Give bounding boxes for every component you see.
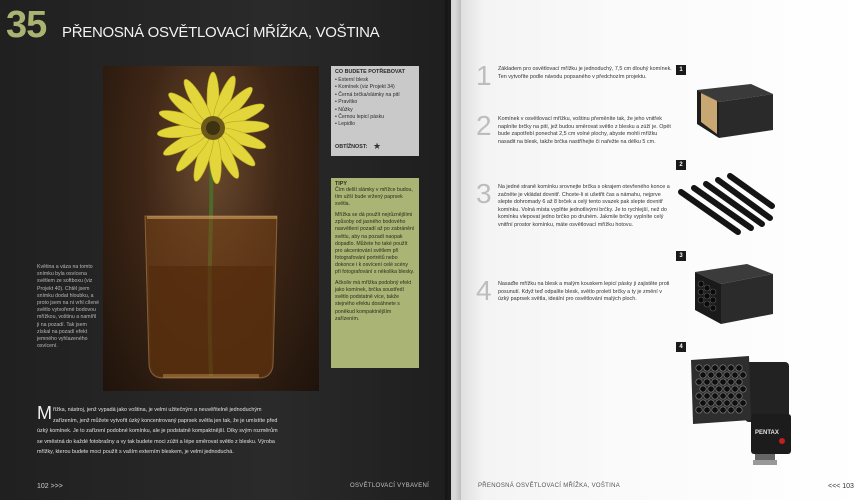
intro-paragraph	[37, 405, 280, 458]
intro-text: řížka, nástroj, jenž vypadá jako voština, je velmi užitečným a neuvěřitelně jednoduchým zařízením, jenž můžete vytvořit úzký koncentrovaný paprsek světla jen tak, že je umístíte před úzký komínek. Je to zařízení podobné komínku, ale je podstatně kompaktnější. Díky svým rozměrům se vměstná do každé fotobrašny a vy tak budete moci zúžit a lépe směrovat světlo z blesku. Výroba mřížky, kterou budete moci použít s vaším externím bleskem, je velmi jednoduchá.	[37, 407, 278, 456]
left-section-title: OSVĚTLOVACÍ VYBAVENÍ	[350, 483, 430, 489]
flash-brand-label: PENTAX	[755, 430, 779, 436]
requirements-box	[331, 66, 419, 156]
flower-photo	[103, 66, 319, 391]
difficulty-label: OBTÍŽNOST:	[335, 144, 368, 150]
right-section-title: PŘENOSNÁ OSVĚTLOVACÍ MŘÍŽKA, VOŠTINA	[478, 483, 621, 489]
image-label: 1	[676, 65, 686, 75]
project-number: 35	[6, 4, 47, 46]
left-page-number: 102 >>>	[37, 483, 63, 490]
requirements-list	[335, 77, 415, 129]
difficulty-star-icon: ★	[373, 141, 382, 151]
step-text: Nasaďte mřížku na blesk a malým kouskem lepicí pásky ji zajistěte proti posunutí. Když teď odpalíte blesk, světlo proletí brčky a ty je změní v úzký paprsek světla, ideální pro osvětlování malých ploch.	[498, 281, 670, 302]
drop-cap: M	[37, 403, 52, 423]
flower-vase-illustration	[103, 66, 319, 391]
step-text: Na jedné straně komínku srovnejte brčka s okrajem otevřeného konce a začněte je vkládat dovnitř. Chcete-li si ušetřit čas a námahu, nejprve slepte dohromady 6 až 8 brček a celý tento svazek pak slepte dovnitř komínku. Volná místa vyplňte jednotlivými brčky. Je to rychlejší, než do komínku vlepovat jedno brčko po druhém. Jakmile brčky vyplníte celý vnitřní prostor komínku, máte osvětlovací mřížku hotovu.	[498, 184, 670, 228]
image-label: 2	[676, 160, 686, 170]
list-item: • Černou lepicí pásku	[335, 114, 415, 121]
flash-with-grid-image	[687, 354, 797, 468]
right-page	[451, 0, 865, 500]
grid-assembly-image	[689, 262, 779, 328]
step-number: 3	[476, 178, 492, 209]
step-number: 2	[476, 110, 492, 141]
photo-caption: Květina a váza na tomto snímku byla osvícena světlem ze softboxu (viz Projekt 40). Chtěl jsem snímku dodat hloubku, a proto jsem na ni vrhl cílené světlo vytvořené bodovou mřížkou, voštinu a namířil ji na pozadí. Tak jsem získal na pozadí efekt jemného vyhlazeného osvícení.	[37, 264, 99, 350]
step-text: Komínek v osvětlovací mřížku, voštinu přeměníte tak, že jeho vnitřek naplníte brčky na pití, jež budou směrovat světlo z blesku a zúží je. Opět bude zapotřebí ponechat 2,5 cm volné plochy, abyste mohli mřížku nasadit na blesk, takže brčka nastříhejte či nařežte na délku 5 cm.	[498, 116, 671, 145]
straws-image	[676, 172, 776, 240]
image-label: 3	[676, 251, 686, 261]
list-item: • Lepidlo	[335, 121, 415, 128]
list-item: • Nůžky	[335, 107, 415, 114]
snoot-image	[689, 80, 779, 142]
list-item: • Pravítko	[335, 99, 415, 106]
right-page-number: <<< 103	[828, 483, 854, 490]
step-text: Základem pro osvětlovací mřížku je jednoduchý, 7,5 cm dlouhý komínek. Ten vytvoříte podle návodu popsaného v předchozím projektu.	[498, 66, 672, 80]
list-item: • Externí blesk	[335, 77, 415, 84]
tips-heading: TIPY	[335, 181, 347, 187]
tip-paragraph: Ačkoliv má mřížka podobný efekt jako komínek, brčka soustředí světlo podstatně více, takže stejného efektu dosáhnete s poněkud kompaktnějším zařízením.	[335, 280, 412, 322]
list-item: • Černá brčka/slámky na pití	[335, 92, 415, 99]
step-number: 1	[476, 60, 492, 91]
tips-box	[331, 178, 419, 368]
image-label: 4	[676, 342, 686, 352]
tip-paragraph: Čím delší slámky v mřížce budou, tím užší bude vržený paprsek světla.	[335, 187, 413, 208]
step-number: 4	[476, 275, 492, 306]
list-item: • Komínek (viz Projekt 34)	[335, 84, 415, 91]
tip-paragraph: Mřížka se dá použít nejrůznějšími způsoby od jasného bodového nasvětlení pozadí až po zabránění světlu, aby na pozadí naopak dopadlo. Můžete ho také použít pro akcentování světlem při fotografování portrétů nebo dokonce i k osvícení celé scény při fotografování s několika blesky.	[335, 212, 415, 276]
book-spine	[445, 0, 461, 500]
project-title: PŘENOSNÁ OSVĚTLOVACÍ MŘÍŽKA, VOŠTINA	[62, 24, 380, 41]
requirements-heading: CO BUDETE POTŘEBOVAT	[335, 69, 405, 75]
